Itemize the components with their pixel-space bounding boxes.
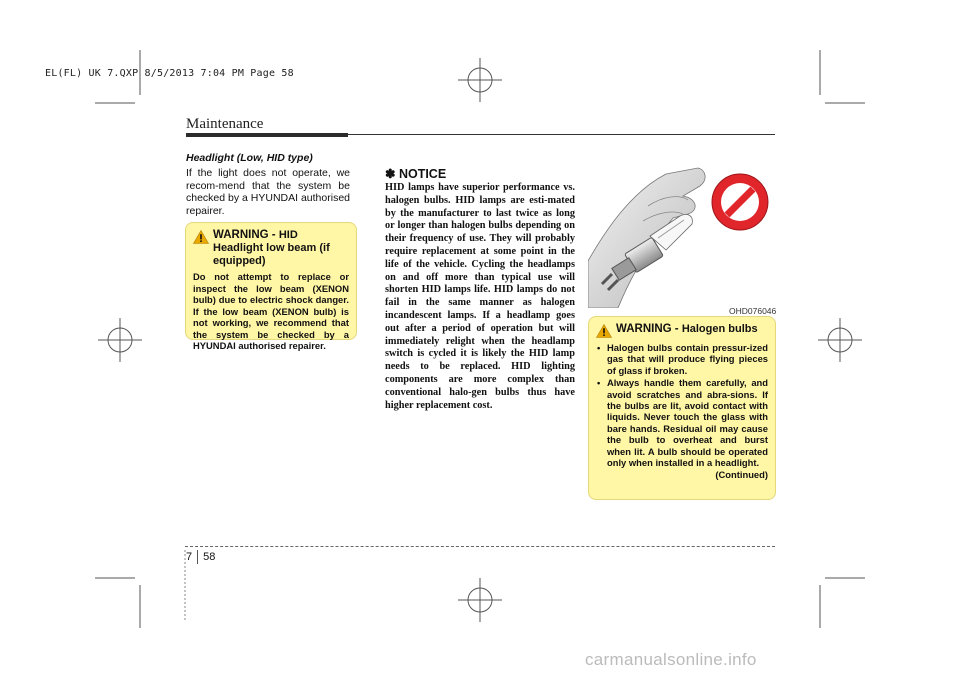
hand-holding-bulb-prohibited-icon [588, 166, 776, 308]
warning-subject: HID Headlight low beam (if equipped) [213, 229, 330, 267]
warning-triangle-icon [193, 230, 209, 244]
left-body-text: If the light does not operate, we recom-mend that the system be checked by a HYUNDAI authorised repairer. [186, 167, 350, 217]
registration-target-bottom [458, 578, 502, 622]
watermark: carmanualsonline.info [585, 650, 757, 669]
continued-label: (Continued) [715, 469, 768, 481]
warning-label: WARNING - [616, 323, 682, 335]
notice-body: HID lamps have superior performance vs. halogen bulbs. HID lamps are esti-mated by the manufacturer to last twice as long or longer than halogen bulbs depending on their frequency of use. They will probably require replacement at some point in the life of the vehicle. Cycling the headlamps on and off more than typical use will shorten HID lamps life. HID lamps do not fail in the same manner as halogen incandescent lamps. If a headlamp goes out after a period of operation but will immediately relight when the headlamp switch is cycled it is likely the HID lamp needs to be replaced. HID lighting components are more complex than conventional halo-gen bulbs thus have higher replacement cost. [385, 182, 575, 411]
warning-box-halogen [588, 316, 776, 500]
section-title: Maintenance [186, 116, 264, 132]
warning-triangle-icon [596, 324, 612, 338]
warning-list [596, 342, 768, 468]
registration-target-left [98, 318, 142, 362]
warning-label: WARNING - [213, 229, 279, 241]
registration-target-top [458, 58, 502, 102]
warning-title [193, 229, 349, 268]
page-number-value: 58 [203, 550, 216, 563]
page-number [186, 550, 215, 564]
registration-target-right [818, 318, 862, 362]
footer-rule [185, 546, 775, 547]
warning-title [596, 323, 768, 338]
print-slug: EL(FL) UK 7.QXP 8/5/2013 7:04 PM Page 58 [45, 68, 294, 79]
header-bar [186, 133, 348, 137]
warning-subject: Halogen bulbs [681, 323, 758, 335]
warning-box-hid [185, 222, 357, 351]
warning-list-item: • Always handle them carefully, and avoid scratches and abra-sions. If the bulbs are lit, avoid contact with liquids. Never touch the glass with bare hands. Residual oil may cause the bulb to overheat and burst when lit. A bulb should be operated only when installed in a headlight. [596, 377, 768, 468]
warning-list-item: • Halogen bulbs contain pressur-ized gas that will produce flying pieces of glass if broken. [596, 342, 768, 376]
warning-body: Do not attempt to replace or inspect the low beam (XENON bulb) due to electric shock danger. If the low beam (XENON bulb) is not working, we recommend that the system be checked by a HYUNDAI authorised repairer. [193, 271, 349, 351]
notice-title: ✽ NOTICE [385, 167, 447, 181]
illustration-code: OHD076046 [729, 306, 777, 316]
subheading: Headlight (Low, HID type) [186, 152, 313, 164]
chapter-number: 7 [186, 550, 193, 563]
header-rule [348, 134, 775, 135]
